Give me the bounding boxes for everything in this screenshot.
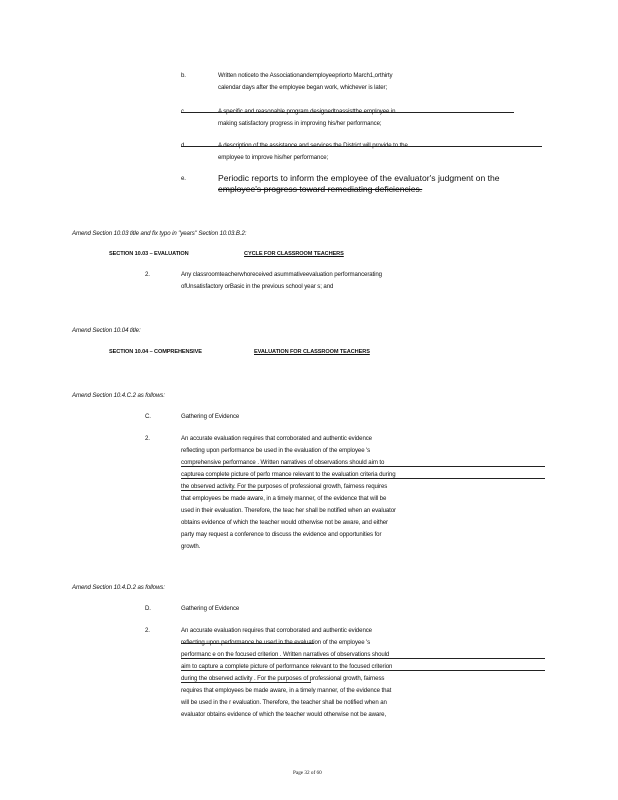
item-e-line-2: employee's progress toward remediating deficiencies. — [218, 184, 423, 194]
amend-3-sub-title: Gathering of Evidence — [181, 413, 240, 420]
amend-4-item-line-4: aim to capture a complete picture of performance relevant to the focused criterion — [181, 663, 393, 670]
amend-1-heading-left: SECTION 10.03 – EVALUATION — [109, 251, 189, 257]
strike-rule-c — [181, 112, 514, 113]
amend-3-item-number: 2. — [145, 435, 150, 442]
amend-3-item-line-1: An accurate evaluation requires that corroborated and authentic evidence — [181, 435, 372, 442]
item-b-letter: b. — [181, 72, 186, 79]
amend-3-item-line-6: that employees be made aware, in a timely manner, of the evidence that will be — [181, 495, 387, 502]
amend-2-heading-left: SECTION 10.04 – COMPREHENSIVE — [109, 349, 202, 355]
item-d-line-1: A description of the assistance and services the District will provide to the — [218, 142, 408, 149]
item-b-line-1: Written noticeto the Associationandemployeepriorto March1,orthirty — [218, 72, 393, 79]
amend-3-underline-5 — [181, 490, 263, 491]
strike-rule-d — [181, 146, 542, 147]
amend-2-heading-right: EVALUATION FOR CLASSROOM TEACHERS — [254, 349, 370, 355]
amend-4-instruction: Amend Section 10.4.D.2 as follows: — [72, 584, 165, 591]
item-e-letter: e. — [181, 175, 186, 182]
amend-3-item-line-10: growth. — [181, 543, 201, 550]
amend-1-instruction: Amend Section 10.03 title and fix typo in "years" Section 10.03.B.2: — [72, 230, 247, 237]
amend-3-underline-4 — [181, 478, 545, 479]
amend-3-instruction: Amend Section 10.4.C.2 as follows: — [72, 392, 165, 399]
amend-3-item-line-2: reflecting upon performance be used in the evaluation of the employee 's — [181, 447, 371, 454]
amend-2-instruction: Amend Section 10.04 title: — [72, 327, 141, 334]
amend-4-underline-5 — [181, 682, 311, 683]
amend-4-underline-4 — [181, 670, 545, 671]
amend-1-item-number: 2. — [145, 271, 150, 278]
amend-3-item-line-3: comprehensive performance . Written narratives of observations should aim to — [181, 459, 385, 466]
amend-1-item-line-2: ofUnsatisfactory orBasic in the previous school year s; and — [181, 283, 334, 290]
item-d-letter: d. — [181, 142, 186, 149]
amend-3-underline-3 — [181, 466, 545, 467]
page-number: Page 32 of 60 — [293, 770, 322, 776]
amend-3-item-line-9: party may request a conference to discuss the evidence and opportunities for — [181, 531, 382, 538]
amend-4-item-number: 2. — [145, 627, 150, 634]
amend-4-item-line-8: evaluator obtains evidence of which the teacher would otherwise not be aware, — [181, 711, 387, 718]
amend-4-item-line-6: requires that employees be made aware, in a timely manner, of the evidence that — [181, 687, 392, 694]
amend-4-item-line-2: reflecting upon performance be used in the evaluation of the employee 's — [181, 639, 371, 646]
amend-1-item-line-1: Any classroomteacherwhoreceived asummativeevaluation performancerating — [181, 271, 382, 278]
amend-3-item-line-7: used in their evaluation. Therefore, the teac her shall be notified when an evaluator — [181, 507, 396, 514]
item-d-line-2: employee to improve his/her performance; — [218, 154, 329, 161]
amend-4-item-line-5: during the observed activity . For the purposes of professional growth, fairness — [181, 675, 385, 682]
amend-4-item-line-1: An accurate evaluation requires that corroborated and authentic evidence — [181, 627, 372, 634]
amend-4-item-line-3: performanc e on the focused criterion . Written narratives of observations should — [181, 651, 390, 658]
amend-3-item-line-4: capturea complete picture of perfo rmance relevant to the evaluation criteria during — [181, 471, 396, 478]
amend-1-heading-right: CYCLE FOR CLASSROOM TEACHERS — [244, 251, 344, 257]
item-b-line-2: calendar days after the employee began work, whichever is later; — [218, 84, 388, 91]
item-c-line-2: making satisfactory progress in improving his/her performance; — [218, 120, 382, 127]
amend-3-item-line-8: obtains evidence of which the teacher would otherwise not be aware, and either — [181, 519, 388, 526]
amend-4-underline-3 — [181, 658, 545, 659]
amend-4-item-line-7: will be used in the r evaluation. Therefore, the teacher shall be notified when an — [181, 699, 387, 706]
amend-3-sub-letter: C. — [145, 413, 151, 420]
item-e-line-1: Periodic reports to inform the employee of the evaluator's judgment on the — [218, 173, 500, 183]
amend-4-strike-2 — [181, 643, 314, 644]
item-c-line-1: A specific and reasonable program designedtoassistthe employee in — [218, 108, 396, 115]
item-c-letter: c. — [181, 108, 186, 115]
amend-3-item-line-5: the observed activity. For the purposes of professional growth, fairness requires — [181, 483, 388, 490]
amend-4-sub-letter: D. — [145, 605, 151, 612]
amend-4-sub-title: Gathering of Evidence — [181, 605, 240, 612]
